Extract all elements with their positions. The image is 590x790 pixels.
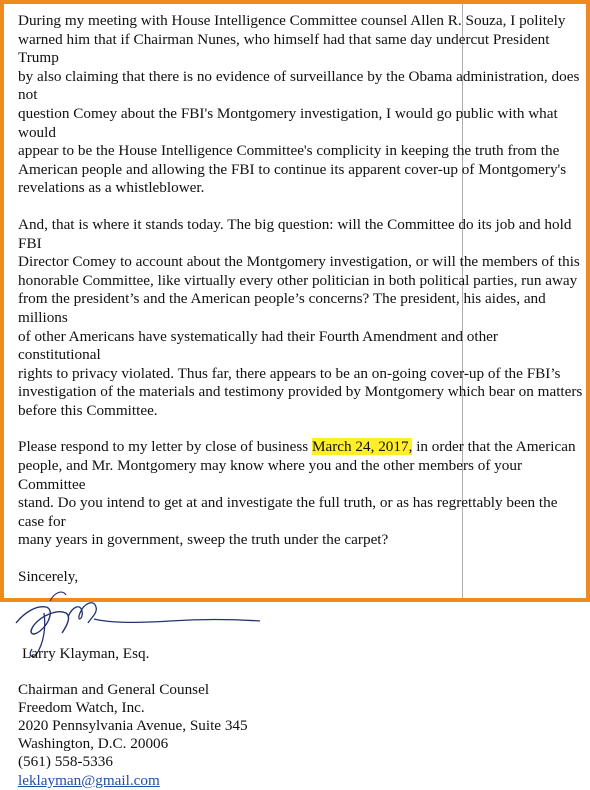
contact-block: [18, 681, 584, 790]
paragraph-request: [18, 438, 584, 550]
letter-body: [18, 12, 584, 790]
closing-salutation: Sincerely,: [18, 568, 79, 586]
signer-title: Chairman and General Counsel: [18, 680, 210, 698]
phone-number: (561) 558-5336: [18, 753, 113, 771]
request-rest: people, and Mr. Montgomery may know where you and the other members of your Committee stand. Do you intend to get at and investigate the full truth, or as has regrettably been the case for many years in government, sweep the truth under the carpet?: [18, 457, 558, 549]
request-intro: Please respond to my letter by close of business: [18, 438, 312, 456]
request-intro-end: in order that the American: [412, 438, 576, 456]
organization-name: Freedom Watch, Inc.: [18, 698, 145, 716]
highlighted-deadline-date: March 24, 2017,: [312, 438, 413, 456]
email-link[interactable]: leklayman@gmail.com: [18, 771, 160, 789]
paragraph-meeting: During my meeting with House Intelligence Committee counsel Allen R. Souza, I politely warned him that if Chairman Nunes, who himself had that same day undercut President Trump by also claiming that there is no evidence of surveillance by the Obama administration, does not question Comey about the FBI's Montgomery investigation, I would go public with what would appear to be the House Intelligence Committee's complicity in keeping the truth from the American people and allowing the FBI to continue its apparent cover-up of Montgomery's revelations as a whistleblower.: [18, 12, 580, 197]
paragraph-big-question: And, that is where it stands today. The big question: will the Committee do its job and hold FBI Director Comey to account about the Montgomery investigation, or will the members of this honorable Committee, like virtually every other politician in both political parties, run away from the president’s and the American people’s concerns? The president, his aides, and millions of other Americans have systematically had their Fourth Amendment and other constitutional rights to privacy violated. Thus far, there appears to be an on-going cover-up of the FBI’s investigation of the materials and testimony provided by Montgomery which bear on matters before this Committee.: [18, 215, 583, 419]
city-state-zip: Washington, D.C. 20006: [18, 735, 169, 753]
signer-name: Larry Klayman, Esq.: [22, 644, 150, 662]
street-address: 2020 Pennsylvania Avenue, Suite 345: [18, 717, 248, 735]
signature-block: [18, 587, 584, 667]
